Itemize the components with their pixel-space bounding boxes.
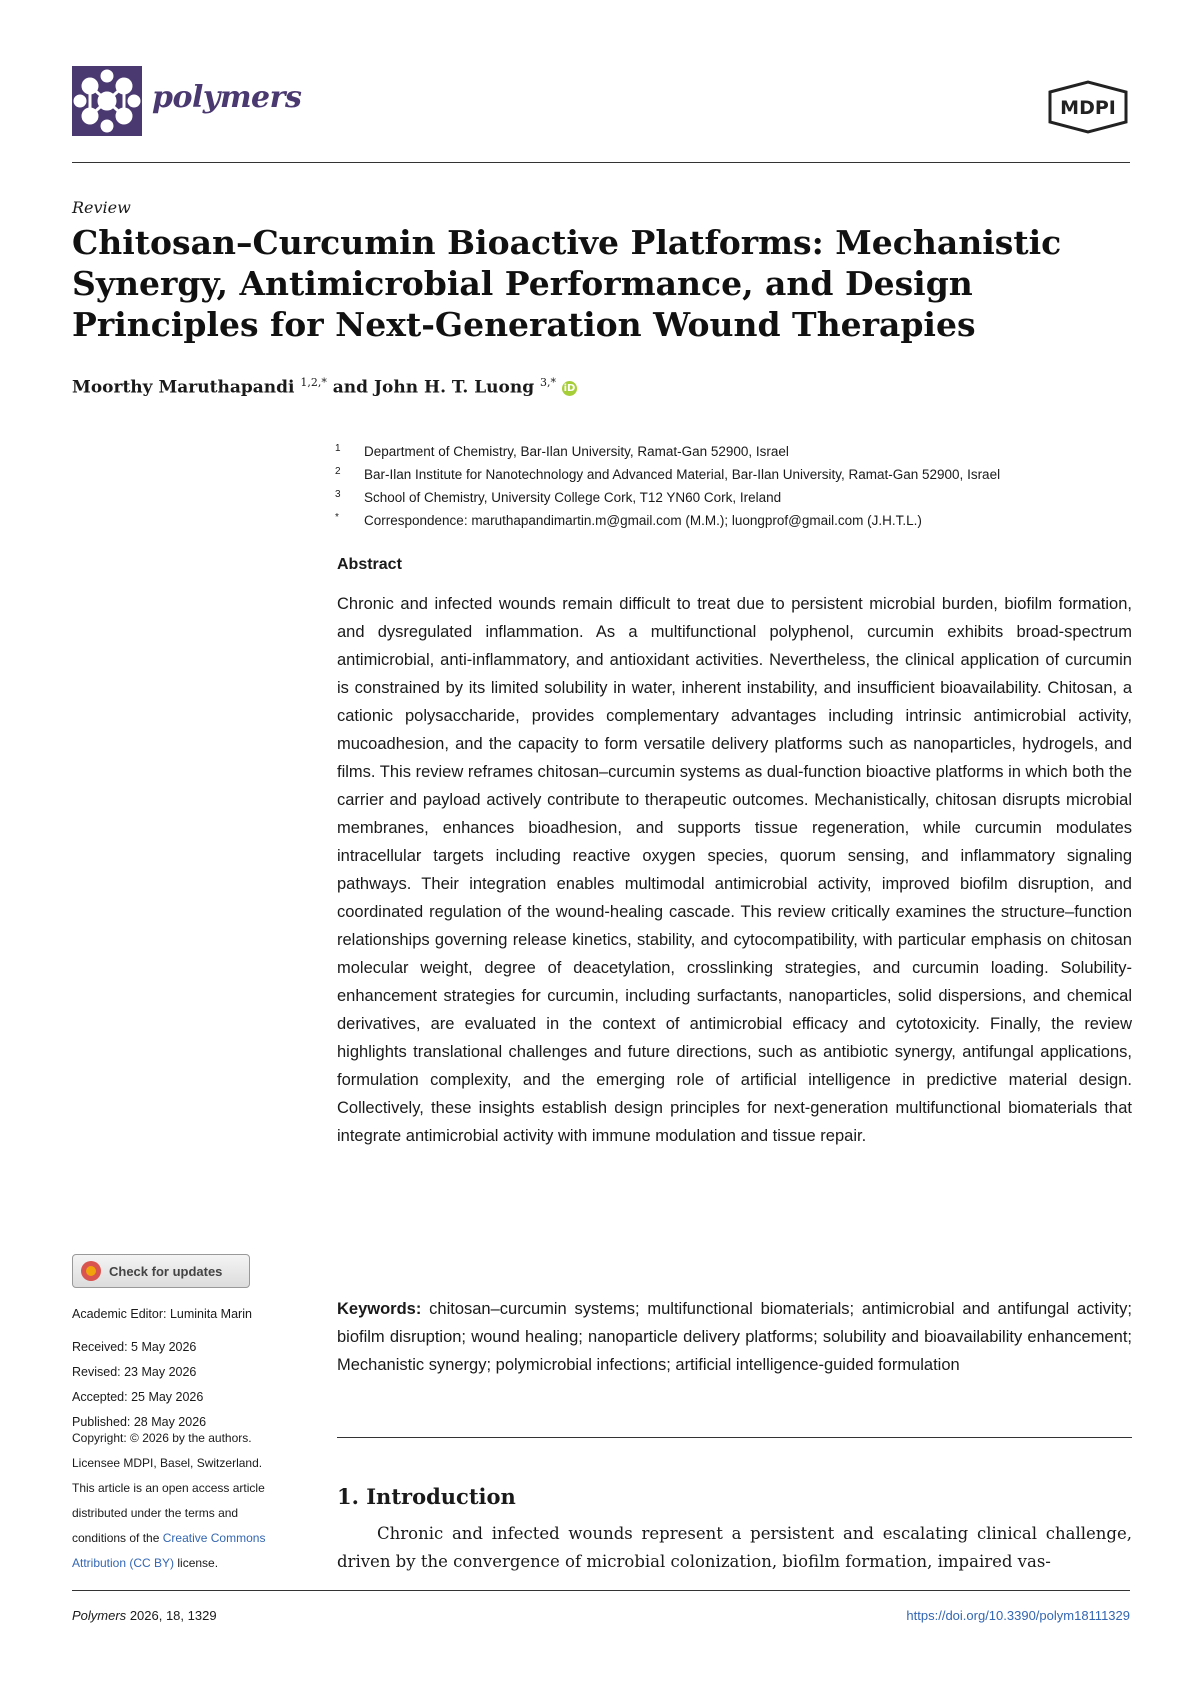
author-name[interactable]: John H. T. Luong: [373, 377, 535, 398]
article-type: Review: [72, 198, 131, 217]
affiliation-number: 3: [335, 489, 341, 500]
correspondence-text[interactable]: Correspondence: maruthapandimartin.m@gmail.com (M.M.); luongprof@gmail.com (J.H.T.L.): [364, 513, 922, 528]
affiliation-item: [335, 440, 1135, 463]
header-divider: [72, 162, 1130, 163]
mdpi-logo-text: MDPI: [1060, 97, 1116, 119]
introduction-text: Chronic and infected wounds represent a persistent and escalating clinical challenge, driven by the convergence of microbial colonization, biofilm formation, impaired vas-: [337, 1524, 1132, 1571]
copyright-line: conditions of the: [72, 1531, 160, 1545]
keywords-block: [337, 1295, 1132, 1379]
copyright-notice: [72, 1426, 312, 1576]
published-date: Published: 28 May 2026: [72, 1415, 207, 1429]
affiliation-number: 2: [335, 466, 341, 477]
footer-journal: Polymers: [72, 1608, 127, 1623]
author-name[interactable]: Moorthy Maruthapandi: [72, 377, 295, 398]
affiliation-text: Department of Chemistry, Bar-Ilan University, Ramat-Gan 52900, Israel: [364, 444, 789, 459]
orcid-icon[interactable]: iD: [563, 382, 576, 394]
author-affiliation: 1,2,*: [300, 376, 327, 389]
affiliation-number: 1: [335, 443, 341, 454]
author-line: [72, 376, 577, 398]
check-for-updates-button[interactable]: [72, 1254, 250, 1288]
copyright-line: Copyright: © 2026 by the authors.: [72, 1431, 252, 1445]
license-link[interactable]: Attribution (CC BY): [72, 1556, 175, 1570]
abstract-heading: Abstract: [337, 556, 402, 573]
academic-editor: Academic Editor: Luminita Marin: [72, 1307, 252, 1321]
check-updates-icon: [81, 1261, 101, 1281]
section-divider: [337, 1437, 1132, 1438]
affiliations-list: [335, 440, 1135, 532]
affiliation-text: School of Chemistry, University College Cork, T12 YN60 Cork, Ireland: [364, 490, 782, 505]
journal-name: polymers: [152, 80, 302, 115]
check-updates-label: Check for updates: [109, 1263, 223, 1279]
footer-citation: [72, 1608, 217, 1623]
mdpi-logo: [1044, 80, 1132, 138]
received-date: Received: 5 May 2026: [72, 1340, 197, 1354]
footer-citation-details: 2026, 18, 1329: [129, 1608, 217, 1623]
license-link[interactable]: Creative Commons: [162, 1531, 266, 1545]
article-metadata: [72, 1302, 312, 1435]
affiliation-item: [335, 486, 1135, 509]
accepted-date: Accepted: 25 May 2026: [72, 1390, 204, 1404]
copyright-line: distributed under the terms and: [72, 1506, 239, 1520]
molecule-network-icon: [72, 66, 142, 136]
license-suffix: license.: [177, 1556, 219, 1570]
affiliation-item: [335, 463, 1135, 486]
journal-logo: [72, 66, 142, 136]
revised-date: Revised: 23 May 2026: [72, 1365, 197, 1379]
correspondence-item: [335, 509, 1135, 532]
copyright-line: This article is an open access article: [72, 1481, 265, 1495]
doi-link[interactable]: https://doi.org/10.3390/polym18111329: [906, 1608, 1130, 1623]
keywords-text: chitosan–curcumin systems; multifunctional biomaterials; antimicrobial and antifungal activity; biofilm disruption; wound healing; nanoparticle delivery platforms; solubility and bioavailability enhancement; Mechanistic synergy; polymicrobial infections; artificial intelligence-guided formulation: [337, 1300, 1132, 1374]
copyright-line: Licensee MDPI, Basel, Switzerland.: [72, 1456, 263, 1470]
author-affiliation: 3,*: [540, 376, 557, 389]
footer-divider: [72, 1590, 1130, 1591]
keywords-label: Keywords:: [337, 1300, 422, 1318]
article-title: Chitosan–Curcumin Bioactive Platforms: Mechanistic Synergy, Antimicrobial Performance, and Design Principles for Next-Generation Wound Therapies: [72, 223, 1062, 344]
author-joiner: and: [332, 377, 369, 398]
affiliation-number: *: [335, 512, 339, 523]
section-heading-introduction: 1. Introduction: [337, 1484, 516, 1509]
affiliation-text: Bar-Ilan Institute for Nanotechnology and Advanced Material, Bar-Ilan University, Ramat-Gan 52900, Israel: [364, 467, 1001, 482]
abstract-text: Chronic and infected wounds remain difficult to treat due to persistent microbial burden, biofilm formation, and dysregulated inflammation. As a multifunctional polyphenol, curcumin exhibits broad-spectrum antimicrobial, anti-inflammatory, and antioxidant activities. Nevertheless, the clinical application of curcumin is constrained by its limited solubility in water, inherent instability, and insufficient bioavailability. Chitosan, a cationic polysaccharide, provides complementary advantages including intrinsic antimicrobial activity, mucoadhesion, and the capacity to form versatile delivery platforms such as nanoparticles, hydrogels, and films. This review reframes chitosan–curcumin systems as dual-function bioactive platforms in which both the carrier and payload actively contribute to therapeutic outcomes. Mechanistically, chitosan disrupts microbial membranes, enhances bioadhesion, and supports tissue regeneration, while curcumin modulates intracellular targets including reactive oxygen species, quorum sensing, and inflammatory signaling pathways. Their integration enables multimodal antimicrobial activity, improved biofilm disruption, and coordinated regulation of the wound-healing cascade. This review critically examines the structure–function relationships governing release kinetics, stability, and cytocompatibility, with particular emphasis on chitosan molecular weight, degree of deacetylation, crosslinking strategies, and curcumin loading. Solubility-enhancement strategies for curcumin, including surfactants, nanoparticles, solid dispersions, and chemical derivatives, are evaluated in the context of antimicrobial efficacy and cytotoxicity. Finally, the review highlights translational challenges and future directions, such as antibiotic synergy, antifungal applications, formulation complexity, and the emerging role of artificial intelligence in predictive material design. Collectively, these insights establish design principles for next-generation multifunctional biomaterials that integrate antimicrobial activity with immune modulation and tissue repair.: [337, 595, 1132, 1145]
